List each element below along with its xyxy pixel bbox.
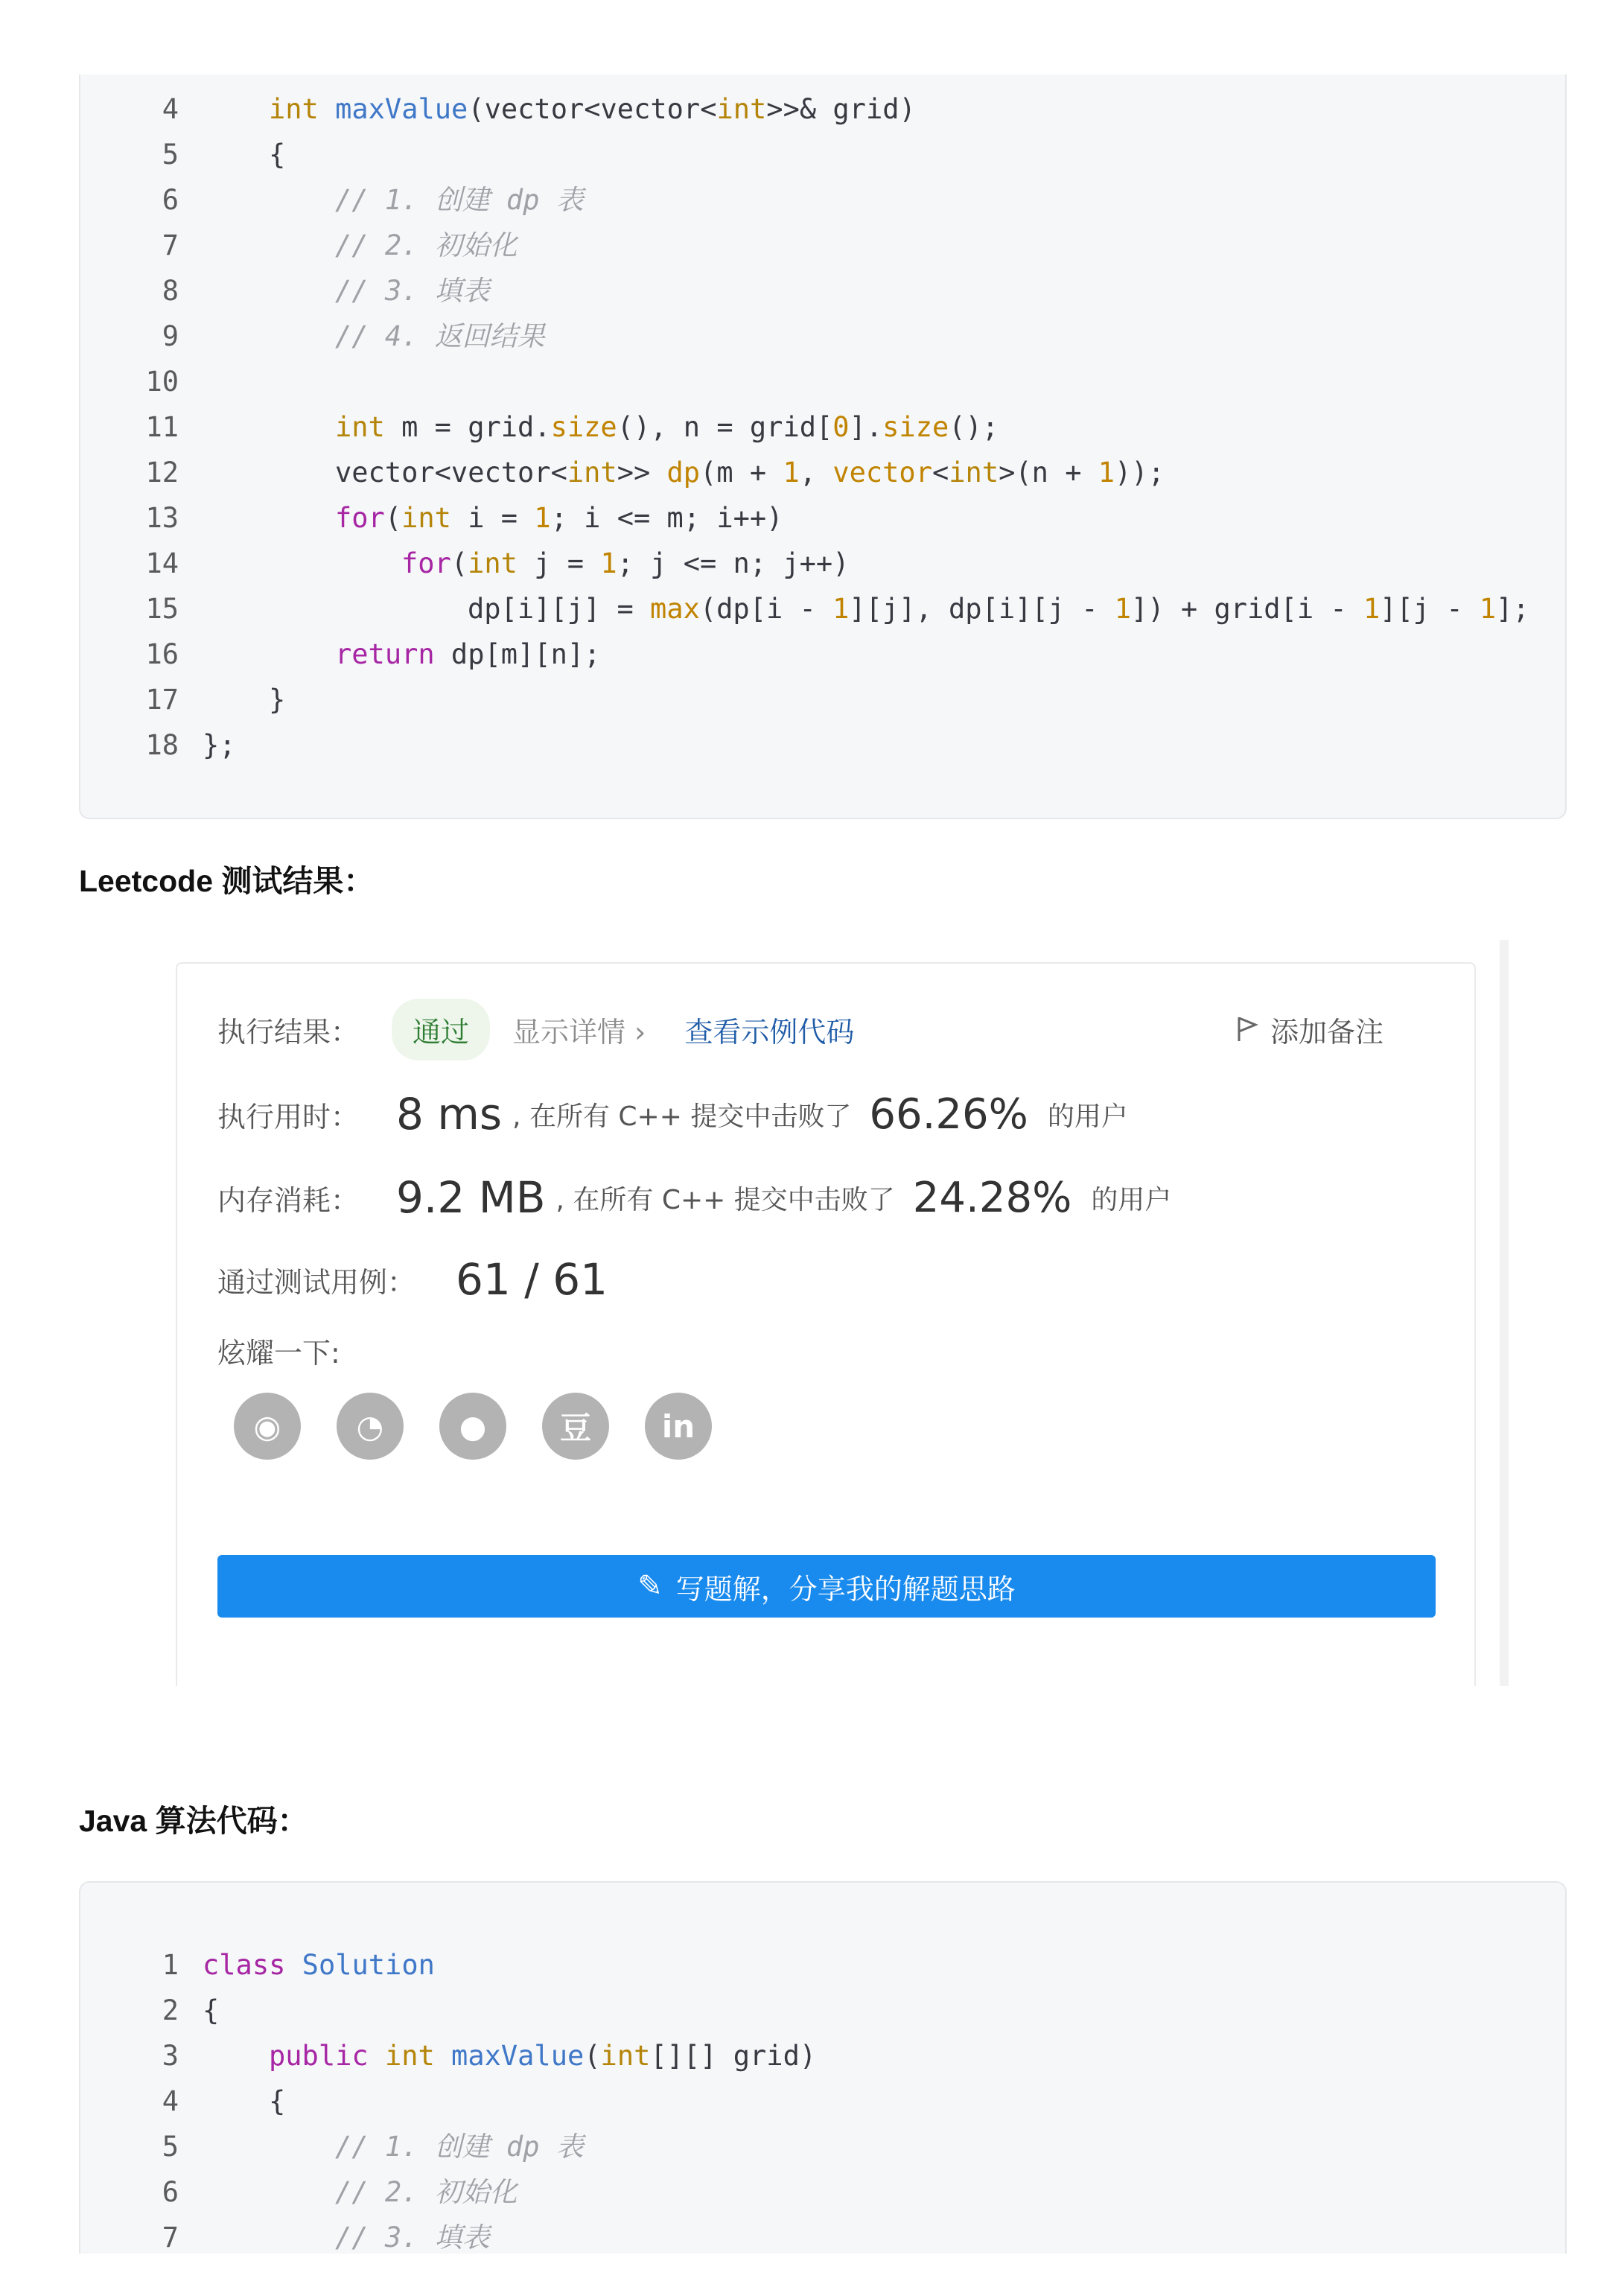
code-token: };: [203, 729, 236, 761]
code-line: [80, 2079, 1565, 2124]
code-token: (vector<vector<: [468, 93, 717, 125]
code-text: [203, 2033, 816, 2079]
code-token: ; j <= n; j++): [617, 547, 850, 579]
line-number: 4: [162, 93, 179, 125]
code-token: // 1. 创建 dp 表: [335, 184, 584, 216]
write-solution-button[interactable]: [217, 1555, 1436, 1618]
code-text: [203, 722, 236, 768]
code-token: 1: [1114, 593, 1132, 625]
code-text: [203, 2215, 490, 2260]
code-token: {: [269, 139, 286, 171]
code-text: [203, 1942, 435, 1988]
leetcode-result-heading: Leetcode 测试结果：: [79, 864, 375, 898]
code-token: ]) + grid[i -: [1131, 593, 1363, 625]
code-token: dp[m][n];: [434, 638, 601, 670]
code-text: [203, 177, 584, 223]
code-token: (: [450, 547, 468, 579]
runtime-label: 执行用时：: [217, 1100, 360, 1133]
memory-percent: 24.28%: [912, 1173, 1072, 1222]
code-line: [80, 450, 1565, 495]
code-token: int: [269, 93, 319, 125]
line-number: 2: [162, 1994, 179, 2026]
code-line: [80, 632, 1565, 677]
flag-icon: [1236, 1016, 1258, 1043]
leetcode-result-panel: [176, 962, 1476, 1686]
code-text: [203, 450, 1165, 495]
code-token: size: [550, 411, 617, 443]
code-line: [80, 586, 1565, 632]
code-token: >>: [617, 457, 667, 489]
panel-scrollbar[interactable]: [1500, 940, 1509, 1686]
code-line: [80, 2124, 1565, 2169]
line-number: 6: [162, 2176, 179, 2208]
code-token: [369, 2040, 385, 2072]
code-token: int: [384, 2040, 435, 2072]
line-number: 8: [162, 275, 179, 307]
memory-suffix: 的用户: [1091, 1184, 1172, 1215]
code-text: [203, 86, 916, 132]
code-token: maxValue: [335, 93, 468, 125]
code-token: maxValue: [451, 2040, 585, 2072]
cpp-code-block: [79, 74, 1567, 819]
code-line: [80, 359, 1565, 404]
code-token: int: [401, 502, 451, 534]
code-token: // 1. 创建 dp 表: [335, 2131, 584, 2163]
example-code-link[interactable]: 查看示例代码: [684, 1015, 855, 1049]
java-code-heading: Java 算法代码：: [79, 1804, 308, 1838]
line-number: 11: [145, 411, 179, 443]
line-number: 15: [145, 593, 179, 625]
code-token: (m +: [700, 457, 783, 489]
douban-icon[interactable]: 豆: [542, 1393, 609, 1460]
code-text: [203, 632, 600, 677]
line-number: 1: [162, 1949, 179, 1981]
code-text: [203, 404, 999, 450]
code-token: // 3. 填表: [335, 2222, 490, 2254]
memory-label: 内存消耗：: [217, 1183, 360, 1217]
line-number: 17: [145, 684, 179, 716]
code-token: {: [203, 1994, 220, 2026]
code-token: int: [716, 93, 767, 125]
code-token: dp[i][j] =: [468, 593, 651, 625]
code-line: [80, 314, 1565, 359]
line-number: 5: [162, 2131, 179, 2163]
line-number: 5: [162, 139, 179, 171]
code-token: 1: [1479, 593, 1497, 625]
code-token: class: [203, 1949, 286, 1981]
code-token: ][j], dp[i][j -: [849, 593, 1115, 625]
code-token: Solution: [302, 1949, 435, 1981]
code-token: for: [401, 547, 451, 579]
add-note-label: 添加备注: [1270, 1015, 1384, 1049]
code-line: [80, 495, 1565, 541]
memory-desc: , 在所有 C++ 提交中击败了: [555, 1184, 895, 1215]
weibo-icon[interactable]: ◔: [337, 1393, 404, 1460]
code-token: [319, 93, 335, 125]
exec-result-label: 执行结果：: [217, 1015, 360, 1049]
code-token: for: [335, 502, 385, 534]
line-number: 16: [145, 638, 179, 670]
code-token: ();: [949, 411, 999, 443]
test-cases-label: 通过测试用例：: [217, 1265, 416, 1299]
code-text: [203, 586, 1529, 632]
write-solution-label: 写题解，分享我的解题思路: [675, 1572, 1016, 1606]
code-token: 1: [600, 547, 617, 579]
code-token: max: [650, 593, 700, 625]
code-token: dp: [666, 457, 701, 489]
share-row: [217, 1324, 340, 1376]
code-text: [203, 1988, 219, 2033]
line-number: 13: [145, 502, 179, 534]
runtime-row: [217, 1083, 1128, 1145]
code-token: 1: [783, 457, 800, 489]
code-token: ];: [1496, 593, 1529, 625]
code-line: [80, 2033, 1565, 2079]
code-token: j =: [517, 547, 601, 579]
line-number: 3: [162, 2040, 179, 2072]
wechat-icon[interactable]: ◉: [234, 1393, 301, 1460]
code-token: ,: [799, 457, 833, 489]
code-token: >(n +: [999, 457, 1098, 489]
code-token: }: [269, 684, 286, 716]
line-number: 4: [162, 2085, 179, 2117]
java-code-block: [79, 1881, 1567, 2254]
code-line: [80, 268, 1565, 314]
share-label: 炫耀一下:: [217, 1336, 340, 1370]
line-number: 18: [145, 729, 179, 761]
code-token: [][] grid): [650, 2040, 817, 2072]
code-line: [80, 177, 1565, 223]
line-number: 10: [145, 366, 179, 398]
code-line: [80, 677, 1565, 722]
code-token: 1: [534, 502, 551, 534]
code-line: [80, 404, 1565, 450]
code-token: ].: [849, 411, 883, 443]
line-number: 7: [162, 229, 179, 261]
code-text: [203, 314, 545, 359]
runtime-value: 8 ms: [396, 1089, 503, 1139]
runtime-desc: , 在所有 C++ 提交中击败了: [512, 1101, 852, 1132]
qq-icon[interactable]: ●: [439, 1393, 506, 1460]
code-text: [203, 495, 783, 541]
code-text: [203, 2124, 584, 2169]
code-line: [80, 722, 1565, 768]
code-line: [80, 223, 1565, 268]
line-number: 9: [162, 320, 179, 352]
code-token: // 2. 初始化: [335, 2176, 518, 2208]
code-line: [80, 2215, 1565, 2260]
code-line: [80, 132, 1565, 177]
code-token: int: [949, 457, 999, 489]
code-token: ][j -: [1380, 593, 1480, 625]
code-token: (: [584, 2040, 601, 2072]
line-number: 12: [145, 457, 179, 489]
code-text: [203, 2079, 285, 2124]
code-token: i =: [450, 502, 535, 534]
code-token: vector<vector<: [335, 457, 567, 489]
code-token: vector: [832, 457, 932, 489]
code-token: int: [335, 411, 385, 443]
line-number: 6: [162, 184, 179, 216]
code-token: size: [882, 411, 949, 443]
show-details-link[interactable]: 显示详情 ›: [512, 1015, 646, 1049]
code-token: public: [269, 2040, 369, 2072]
code-token: (), n = grid[: [617, 411, 833, 443]
code-token: 1: [832, 593, 850, 625]
code-line: [80, 2169, 1565, 2215]
code-token: [435, 2040, 451, 2072]
add-note-button[interactable]: [1236, 998, 1383, 1060]
code-token: >>& grid): [766, 93, 916, 125]
pencil-icon: ✎: [637, 1569, 663, 1603]
test-cases-value: 61 / 61: [456, 1254, 608, 1305]
test-cases-row: [217, 1248, 618, 1311]
code-token: int: [600, 2040, 651, 2072]
code-token: m = grid.: [384, 411, 551, 443]
code-token: 0: [832, 411, 850, 443]
code-token: 1: [1098, 457, 1115, 489]
code-line: [80, 1988, 1565, 2033]
memory-value: 9.2 MB: [396, 1172, 546, 1223]
runtime-percent: 66.26%: [869, 1090, 1028, 1139]
code-line: [80, 541, 1565, 586]
line-number: 7: [162, 2222, 179, 2254]
runtime-suffix: 的用户: [1047, 1101, 1128, 1132]
code-token: ));: [1115, 457, 1165, 489]
code-token: {: [269, 2085, 286, 2117]
code-token: 1: [1363, 593, 1381, 625]
code-token: // 3. 填表: [335, 275, 490, 307]
code-token: // 2. 初始化: [335, 229, 518, 261]
code-line: [80, 1942, 1565, 1988]
code-text: [203, 541, 849, 586]
social-share-icons: [234, 1393, 712, 1460]
linkedin-icon[interactable]: in: [645, 1393, 712, 1460]
code-text: [203, 268, 490, 314]
status-badge: 通过: [392, 999, 490, 1060]
code-token: return: [335, 638, 435, 670]
memory-row: [217, 1166, 1171, 1229]
code-token: [285, 1949, 302, 1981]
code-text: [203, 223, 518, 268]
line-number: 14: [145, 547, 179, 579]
exec-result-row: [217, 998, 854, 1060]
code-text: [203, 2169, 518, 2215]
code-token: (: [384, 502, 402, 534]
code-token: (dp[i -: [699, 593, 833, 625]
code-text: [203, 677, 285, 722]
code-token: // 4. 返回结果: [335, 320, 545, 352]
code-text: [203, 132, 285, 177]
code-line: [80, 86, 1565, 132]
code-token: int: [567, 457, 617, 489]
code-token: <: [932, 457, 949, 489]
code-token: int: [468, 547, 518, 579]
code-token: ; i <= m; i++): [550, 502, 783, 534]
